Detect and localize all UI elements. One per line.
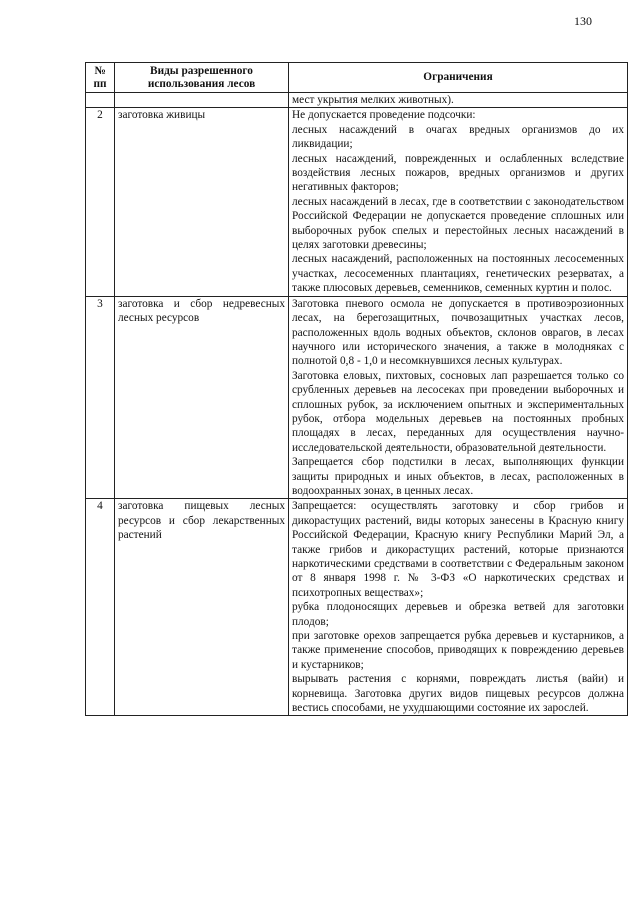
restriction-paragraph: рубка плодоносящих деревьев и обрезка ветвей для заготовки плодов; — [292, 601, 624, 628]
row-number: 2 — [86, 108, 115, 296]
row-kind: заготовка живицы — [115, 108, 289, 296]
row-kind: заготовка и сбор недревесных лесных ресурсов — [115, 296, 289, 499]
restriction-paragraph: Запрещается: осуществлять заготовку и сбор грибов и дикорастущих растений, виды которых занесены в Красную книгу Российской Федерации, Красную книгу Республики Марий Эл, а также грибов и дикорастущих растений, которые признаются наркотическими средствами в соответствии с Федеральным законом от 8 января 1998 г. № 3-ФЗ «О наркотических средствах и психотропных веществах»; — [292, 500, 624, 599]
continuation-text: мест укрытия мелких животных). — [289, 93, 628, 108]
table-row — [86, 499, 628, 716]
row-number: 3 — [86, 296, 115, 499]
table-row — [86, 108, 628, 296]
row-restrictions — [289, 499, 628, 716]
restriction-paragraph: при заготовке орехов запрещается рубка деревьев и кустарников, а также применение способов, приводящих к повреждению деревьев и кустарников; — [292, 630, 624, 671]
row-kind: заготовка пищевых лесных ресурсов и сбор лекарственных растений — [115, 499, 289, 716]
restriction-paragraph: лесных насаждений, поврежденных и ослабленных вследствие воздействия лесных пожаров, вредных организмов и других негативных факторов; — [292, 152, 624, 194]
restriction-paragraph: лесных насаждений в лесах, где в соответствии с законодательством Российской Федерации не допускается проведение сплошных или выборочных рубок спелых и перестойных лесных насаждений в целях заготовки древесины; — [292, 195, 624, 252]
table-row-continuation — [86, 93, 628, 108]
table-row — [86, 296, 628, 499]
restriction-paragraph: Заготовка пневого осмола не допускается в противоэрозионных лесах, на берегозащитных, почвозащитных участках лесов, расположенных вдоль водных объектов, склонов оврагов, в лесах научного или исторического значения, а также в молодняках с полнотой 0,8 - 1,0 и несомкнувшихся лесных культурах. — [292, 297, 624, 368]
restriction-paragraph: Запрещается сбор подстилки в лесах, выполняющих функции защиты природных и иных объектов, в лесах, расположенных в водоохранных зонах, в ценных лесах. — [292, 456, 624, 497]
row-restrictions — [289, 296, 628, 499]
header-restrictions: Ограничения — [289, 63, 628, 93]
restriction-paragraph: Не допускается проведение подсочки: — [292, 109, 476, 122]
header-kind-of-use: Виды разрешенного использования лесов — [115, 63, 289, 93]
restriction-paragraph: лесных насаждений в очагах вредных организмов до их ликвидации; — [292, 123, 624, 151]
restriction-paragraph: Заготовка еловых, пихтовых, сосновых лап разрешается только со срубленных деревьев на лесосеках при проведении выборочных и сплошных рубок, за исключением опытных и экспериментальных рубок, отбора модельных деревьев на постоянных пробных площадях в лесах, переданных для осуществления научно-исследовательской деятельности, образовательной деятельности. — [292, 369, 624, 454]
forest-use-restrictions-table — [85, 62, 628, 716]
row-restrictions — [289, 108, 628, 296]
header-number: № пп — [86, 63, 115, 93]
restriction-paragraph: вырывать растения с корнями, повреждать листья (вайи) и корневища. Заготовка других видов пищевых ресурсов должна вестись способами, не ухудшающими состояние их зарослей. — [292, 673, 624, 715]
row-number: 4 — [86, 499, 115, 716]
page-number: 130 — [574, 14, 592, 28]
table-header-row — [86, 63, 628, 93]
restriction-paragraph: лесных насаждений, расположенных на постоянных лесосеменных участках, лесосеменных плантациях, генетических резерватах, а также плюсовых деревьев, семенников, семенных куртин и полос. — [292, 253, 624, 295]
